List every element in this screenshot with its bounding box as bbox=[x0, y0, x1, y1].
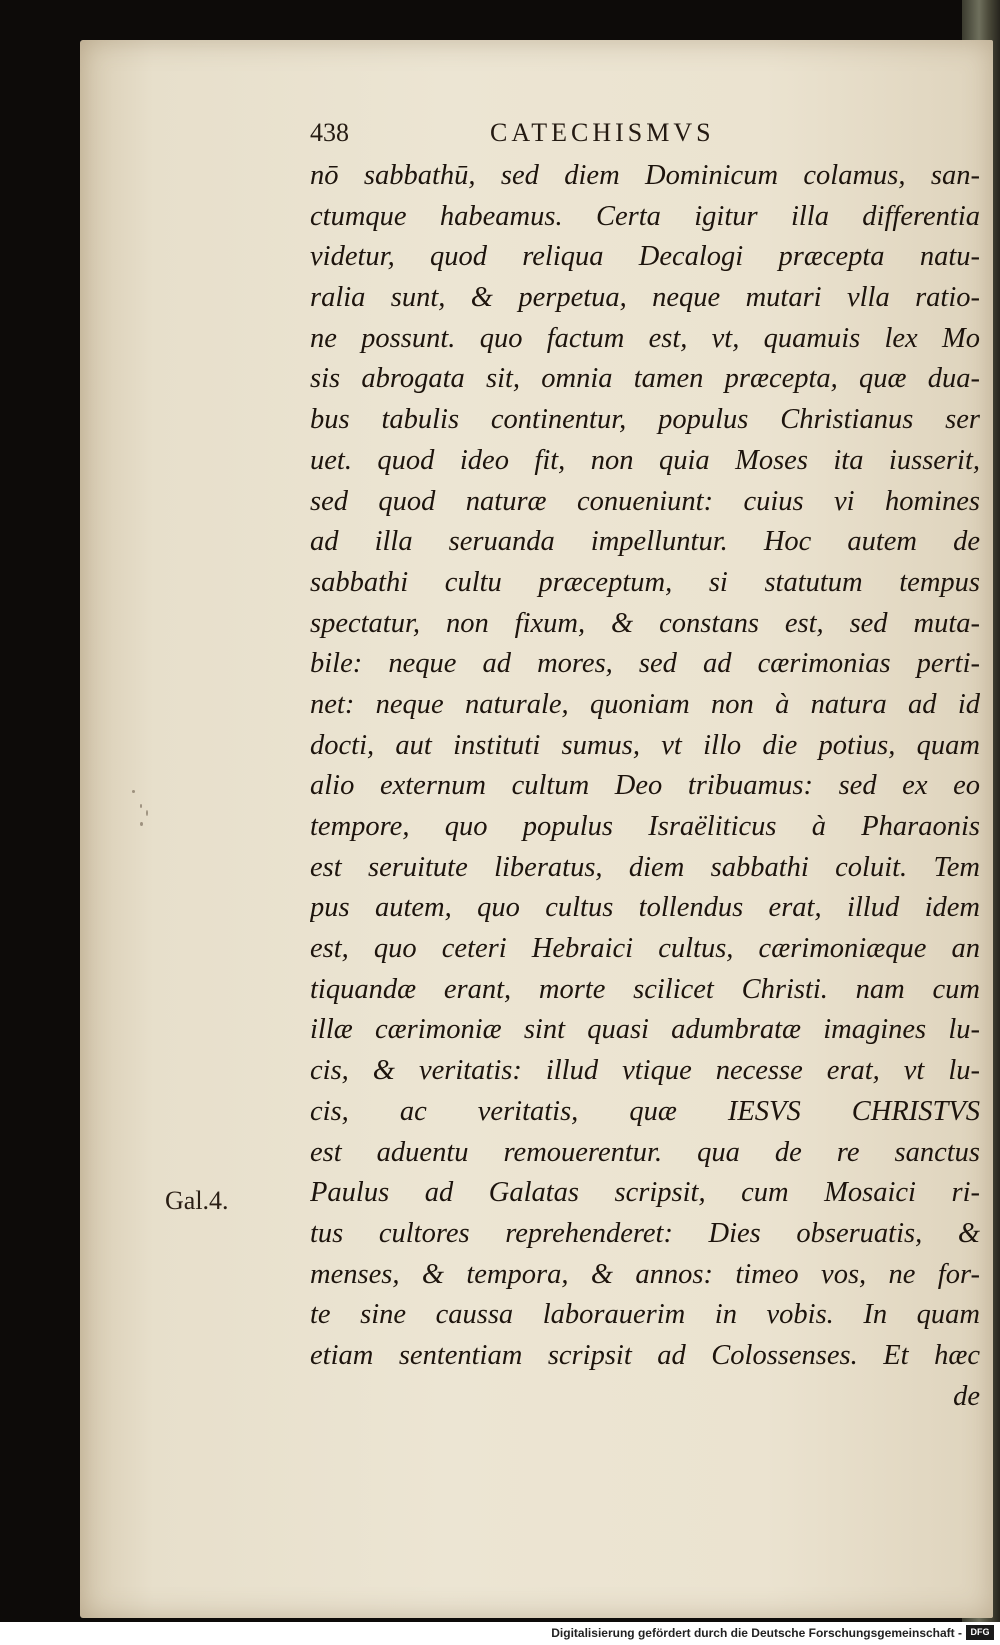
digitization-credit: Digitalisierung gefördert durch die Deutsche Forschungsgemeinschaft - bbox=[551, 1626, 962, 1640]
text-line: uet. quod ideo fit, non quia Moses ita iusserit, bbox=[310, 444, 980, 476]
text-line: spectatur, non fixum, & constans est, sed muta- bbox=[310, 607, 980, 639]
text-line: nō sabbathū, sed diem Dominicum colamus, san- bbox=[310, 160, 980, 191]
text-line: tempore, quo populus Israëliticus à Pharaonis bbox=[310, 811, 980, 842]
footer-bar bbox=[0, 1622, 1000, 1645]
text-line: cis, ac veritatis, quæ IESVS CHRISTVS bbox=[310, 1095, 980, 1127]
text-line: ad illa seruanda impelluntur. Hoc autem de bbox=[310, 526, 980, 558]
text-line: alio externum cultum Deo tribuamus: sed ex eo bbox=[310, 770, 980, 802]
text-line: te sine caussa laborauerim in vobis. In quam bbox=[310, 1299, 980, 1331]
catchword: de bbox=[953, 1380, 980, 1412]
running-title: CATECHISMVS bbox=[490, 118, 715, 147]
body-text bbox=[310, 156, 980, 1417]
text-line: cis, & veritatis: illud vtique necesse erat, vt lu- bbox=[310, 1055, 980, 1087]
text-line: tiquandæ erant, morte scilicet Christi. nam cum bbox=[310, 973, 980, 1005]
text-line: tus cultores reprehenderet: Dies obseruatis, & bbox=[310, 1217, 980, 1249]
page-number: 438 bbox=[310, 118, 349, 147]
text-line: sis abrogata sit, omnia tamen præcepta, quæ dua- bbox=[310, 363, 980, 395]
text-line: est aduentu remouerentur. qua de re sanctus bbox=[310, 1136, 980, 1168]
text-line: ralia sunt, & perpetua, neque mutari vlla ratio- bbox=[310, 282, 980, 314]
text-line: pus autem, quo cultus tollendus erat, illud idem bbox=[310, 892, 980, 924]
text-line: net: neque naturale, quoniam non à natura ad id bbox=[310, 688, 980, 720]
dfg-logo: DFG bbox=[966, 1625, 994, 1640]
text-line: etiam sententiam scripsit ad Colossenses. Et hæc bbox=[310, 1339, 980, 1371]
text-line: sed quod naturæ conueniunt: cuius vi homines bbox=[310, 485, 980, 517]
text-line: bus tabulis continentur, populus Christianus ser bbox=[310, 404, 980, 436]
text-line: illæ cærimoniæ sint quasi adumbratæ imagines lu- bbox=[310, 1014, 980, 1046]
margin-note: Gal.4. bbox=[165, 1186, 229, 1215]
text-line: docti, aut instituti sumus, vt illo die potius, quam bbox=[310, 729, 980, 761]
text-line: sabbathi cultu præceptum, si statutum tempus bbox=[310, 566, 980, 598]
text-line: Paulus ad Galatas scripsit, cum Mosaici ri- bbox=[310, 1177, 980, 1209]
text-line: ne possunt. quo factum est, vt, quamuis lex Mo bbox=[310, 322, 980, 354]
margin-marks bbox=[128, 790, 158, 860]
text-line: est, quo ceteri Hebraici cultus, cærimoniæque an bbox=[310, 933, 980, 965]
text-line: menses, & tempora, & annos: timeo vos, ne for- bbox=[310, 1258, 980, 1290]
text-line: est seruitute liberatus, diem sabbathi coluit. Tem bbox=[310, 851, 980, 883]
text-line: bile: neque ad mores, sed ad cærimonias perti- bbox=[310, 648, 980, 680]
page-header bbox=[310, 118, 810, 148]
text-line: ctumque habeamus. Certa igitur illa differentia bbox=[310, 200, 980, 232]
text-line: videtur, quod reliqua Decalogi præcepta natu- bbox=[310, 241, 980, 273]
